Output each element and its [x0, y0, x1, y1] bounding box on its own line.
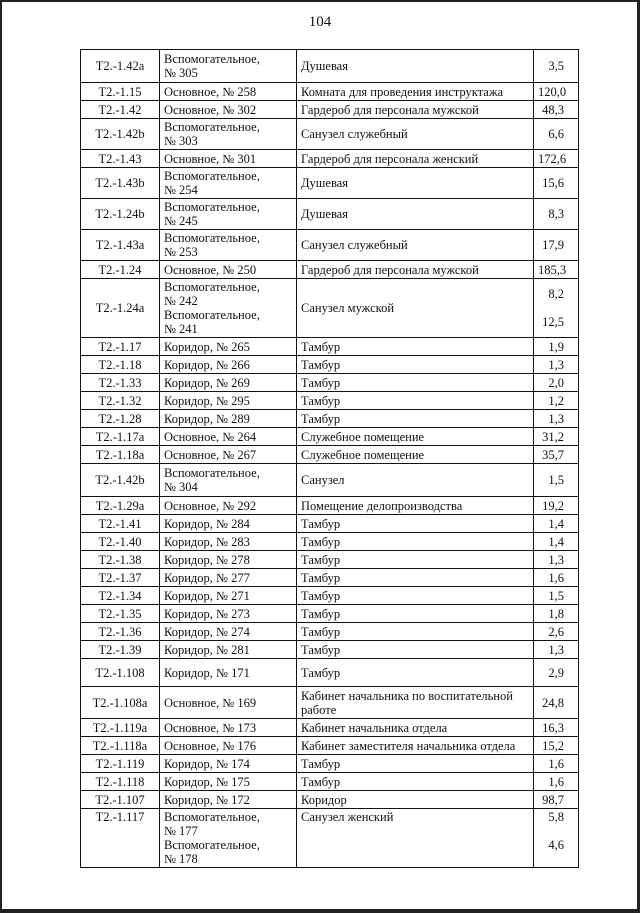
room-area-value: 1,5	[548, 473, 564, 487]
room-location-cell	[160, 50, 297, 83]
room-location-cell	[160, 230, 297, 261]
room-area-value: 1,6	[548, 774, 564, 789]
room-location-line: Основное, № 267	[164, 447, 257, 462]
room-location-cell	[160, 374, 297, 392]
room-location-cell	[160, 261, 297, 279]
room-area-value: 15,2	[542, 738, 564, 753]
room-location-cell	[160, 737, 297, 755]
room-location-cell	[160, 119, 297, 150]
table-row	[81, 150, 579, 168]
room-code-cell: Т2.-1.42	[81, 101, 160, 119]
room-location-cell	[160, 101, 297, 119]
room-code-cell: Т2.-1.39	[81, 641, 160, 659]
room-code-cell: Т2.-1.43а	[81, 230, 160, 261]
room-area-value: 1,3	[548, 411, 564, 426]
room-code-cell: Т2.-1.32	[81, 392, 160, 410]
room-location-cell	[160, 515, 297, 533]
room-code-cell: Т2.-1.28	[81, 410, 160, 428]
room-location-line: Коридор, № 174	[164, 756, 250, 771]
room-location-cell	[160, 497, 297, 515]
room-location-cell	[160, 199, 297, 230]
room-area-value: 1,4	[548, 516, 564, 531]
room-area-cell	[534, 356, 579, 374]
room-location-cell	[160, 338, 297, 356]
room-area-value: 1,4	[548, 534, 564, 549]
room-area-value: 2,0	[548, 375, 564, 390]
room-location-line: Вспомогательное,	[164, 231, 260, 245]
room-location-line: Вспомогательное,	[164, 308, 260, 322]
room-location-cell	[160, 356, 297, 374]
room-area-cell	[534, 605, 579, 623]
area-spacer	[538, 301, 564, 315]
room-area-value: 1,5	[548, 588, 564, 603]
room-area-value: 1,3	[548, 552, 564, 567]
table-row	[81, 50, 579, 83]
room-location-cell	[160, 773, 297, 791]
room-code-cell: Т2.-1.37	[81, 569, 160, 587]
table-row	[81, 641, 579, 659]
room-area-cell	[534, 497, 579, 515]
room-code-cell: Т2.-1.108а	[81, 687, 160, 719]
room-location-line: Коридор, № 278	[164, 552, 250, 567]
room-location-cell	[160, 168, 297, 199]
room-location-line: Основное, № 292	[164, 498, 257, 513]
table-row	[81, 737, 579, 755]
table-row	[81, 773, 579, 791]
room-area-value: 35,7	[542, 447, 564, 462]
table-row	[81, 410, 579, 428]
room-name-cell: Тамбур	[297, 410, 534, 428]
room-location-cell	[160, 83, 297, 101]
room-name-cell: Санузел служебный	[297, 119, 534, 150]
room-location-line: Основное, № 169	[164, 695, 257, 710]
room-area-cell	[534, 119, 579, 150]
page-number: 104	[308, 14, 332, 30]
table-row	[81, 101, 579, 119]
table-row	[81, 199, 579, 230]
room-location-line: Вспомогательное,	[164, 280, 260, 294]
room-area-cell	[534, 392, 579, 410]
room-location-line: Вспомогательное,	[164, 120, 260, 134]
scan-border-left	[0, 0, 2, 913]
room-area-cell	[534, 569, 579, 587]
room-area-value: 31,2	[542, 429, 564, 444]
room-name-cell: Тамбур	[297, 623, 534, 641]
room-code-cell: Т2.-1.118	[81, 773, 160, 791]
room-code-cell: Т2.-1.35	[81, 605, 160, 623]
room-location-cell	[160, 446, 297, 464]
room-code-cell: Т2.-1.38	[81, 551, 160, 569]
room-location-line: Коридор, № 284	[164, 516, 250, 531]
room-code-cell: Т2.-1.15	[81, 83, 160, 101]
room-name-cell: Тамбур	[297, 533, 534, 551]
room-name-cell: Гардероб для персонала женский	[297, 150, 534, 168]
room-location-line: Основное, № 250	[164, 262, 257, 277]
room-name-cell: Служебное помещение	[297, 428, 534, 446]
room-area-value: 12,5	[542, 315, 564, 329]
table-row	[81, 261, 579, 279]
room-location-cell	[160, 623, 297, 641]
room-area-value: 8,2	[548, 287, 564, 301]
room-location-line: Коридор, № 274	[164, 624, 250, 639]
room-location-cell	[160, 392, 297, 410]
room-name-cell: Коридор	[297, 791, 534, 809]
room-code-cell: Т2.-1.108	[81, 659, 160, 687]
room-name-cell: Тамбур	[297, 755, 534, 773]
room-name-cell: Санузел служебный	[297, 230, 534, 261]
room-name-cell: Душевая	[297, 168, 534, 199]
table-row	[81, 533, 579, 551]
room-location-line: № 178	[164, 852, 198, 866]
room-location-line: № 305	[164, 66, 198, 80]
room-name-cell: Санузел мужской	[297, 279, 534, 338]
table-row	[81, 338, 579, 356]
room-name-cell: Тамбур	[297, 392, 534, 410]
room-name-cell: Тамбур	[297, 551, 534, 569]
room-code-cell: Т2.-1.17	[81, 338, 160, 356]
table-row	[81, 374, 579, 392]
room-location-line: Коридор, № 175	[164, 774, 250, 789]
table-row	[81, 551, 579, 569]
room-code-cell: Т2.-1.18а	[81, 446, 160, 464]
room-location-line: Коридор, № 273	[164, 606, 250, 621]
room-code-cell: Т2.-1.29а	[81, 497, 160, 515]
room-name-cell: Санузел женский	[297, 809, 534, 868]
room-location-line: Коридор, № 271	[164, 588, 250, 603]
room-location-line: Коридор, № 266	[164, 357, 250, 372]
room-area-cell	[534, 737, 579, 755]
room-location-line: Коридор, № 281	[164, 642, 250, 657]
room-location-line: Вспомогательное,	[164, 200, 260, 214]
room-area-value: 1,8	[548, 606, 564, 621]
room-code-cell: Т2.-1.117	[81, 809, 160, 868]
room-area-cell	[534, 150, 579, 168]
room-name-cell: Кабинет начальника по воспитательной работе	[297, 687, 534, 719]
room-location-cell	[160, 428, 297, 446]
room-location-line: Основное, № 173	[164, 720, 257, 735]
table-row	[81, 428, 579, 446]
room-area-cell	[534, 755, 579, 773]
room-code-cell: Т2.-1.43	[81, 150, 160, 168]
room-location-line: Основное, № 176	[164, 738, 257, 753]
room-location-cell	[160, 533, 297, 551]
room-location-line: Вспомогательное,	[164, 52, 260, 66]
room-location-line: Вспомогательное,	[164, 838, 260, 852]
room-location-line: Основное, № 301	[164, 151, 257, 166]
room-location-cell	[160, 719, 297, 737]
table-row	[81, 230, 579, 261]
table-row	[81, 446, 579, 464]
room-area-cell	[534, 719, 579, 737]
room-location-cell	[160, 687, 297, 719]
scan-border-top	[0, 0, 640, 2]
table-row	[81, 719, 579, 737]
room-area-value: 2,9	[548, 665, 564, 680]
room-location-line: № 242	[164, 294, 198, 308]
room-area-value: 1,2	[548, 393, 564, 408]
room-name-cell: Кабинет заместителя начальника отдела	[297, 737, 534, 755]
room-area-value: 1,3	[548, 642, 564, 657]
room-code-cell: Т2.-1.40	[81, 533, 160, 551]
room-name-cell: Тамбур	[297, 374, 534, 392]
room-location-line: Коридор, № 289	[164, 411, 250, 426]
room-area-cell	[534, 279, 579, 338]
room-name-cell: Гардероб для персонала мужской	[297, 261, 534, 279]
table-row	[81, 168, 579, 199]
room-code-cell: Т2.-1.42b	[81, 119, 160, 150]
room-area-value: 4,6	[548, 838, 564, 852]
room-location-line: № 245	[164, 214, 198, 228]
room-location-line: Коридор, № 171	[164, 665, 250, 680]
table-row	[81, 279, 579, 338]
room-code-cell: Т2.-1.17а	[81, 428, 160, 446]
room-name-cell: Комната для проведения инструктажа	[297, 83, 534, 101]
room-area-value: 98,7	[542, 792, 564, 807]
room-name-cell: Тамбур	[297, 659, 534, 687]
room-area-value: 19,2	[542, 498, 564, 513]
room-location-cell	[160, 605, 297, 623]
room-area-value: 3,5	[548, 59, 564, 73]
room-area-cell	[534, 773, 579, 791]
room-code-cell: Т2.-1.42b	[81, 464, 160, 497]
rooms-table	[80, 49, 579, 868]
room-area-value: 24,8	[542, 695, 564, 710]
room-code-cell: Т2.-1.42а	[81, 50, 160, 83]
table-row	[81, 464, 579, 497]
room-area-cell	[534, 551, 579, 569]
room-area-cell	[534, 446, 579, 464]
room-area-value: 6,6	[548, 127, 564, 141]
room-area-cell	[534, 687, 579, 719]
table-row	[81, 791, 579, 809]
room-location-line: Коридор, № 265	[164, 339, 250, 354]
room-location-cell	[160, 150, 297, 168]
room-name-cell: Тамбур	[297, 641, 534, 659]
room-name-cell: Санузел	[297, 464, 534, 497]
room-name-cell: Тамбур	[297, 773, 534, 791]
table-row	[81, 809, 579, 868]
room-area-value: 16,3	[542, 720, 564, 735]
room-name-cell: Тамбур	[297, 356, 534, 374]
table-row	[81, 119, 579, 150]
room-code-cell: Т2.-1.33	[81, 374, 160, 392]
room-code-cell: Т2.-1.34	[81, 587, 160, 605]
room-area-cell	[534, 50, 579, 83]
room-location-line: Коридор, № 283	[164, 534, 250, 549]
room-location-cell	[160, 410, 297, 428]
room-location-line: Коридор, № 172	[164, 792, 250, 807]
room-area-cell	[534, 623, 579, 641]
room-name-cell: Душевая	[297, 199, 534, 230]
room-code-cell: Т2.-1.24b	[81, 199, 160, 230]
room-area-value: 1,6	[548, 570, 564, 585]
room-location-cell	[160, 587, 297, 605]
room-location-line: Коридор, № 295	[164, 393, 250, 408]
room-location-cell	[160, 279, 297, 338]
table-row	[81, 569, 579, 587]
room-code-cell: Т2.-1.119	[81, 755, 160, 773]
room-location-cell	[160, 659, 297, 687]
table-row	[81, 356, 579, 374]
room-code-cell: Т2.-1.36	[81, 623, 160, 641]
room-area-value: 2,6	[548, 624, 564, 639]
room-code-cell: Т2.-1.119а	[81, 719, 160, 737]
room-location-line: Вспомогательное,	[164, 169, 260, 183]
room-area-cell	[534, 515, 579, 533]
room-location-line: Основное, № 258	[164, 84, 257, 99]
area-spacer	[538, 824, 564, 838]
room-area-value: 172,6	[538, 151, 567, 166]
room-code-cell: Т2.-1.43b	[81, 168, 160, 199]
room-name-cell: Душевая	[297, 50, 534, 83]
room-code-cell: Т2.-1.107	[81, 791, 160, 809]
room-location-line: № 304	[164, 480, 198, 494]
room-area-cell	[534, 199, 579, 230]
rooms-table-body	[81, 50, 579, 868]
table-row	[81, 515, 579, 533]
room-area-value: 15,6	[542, 176, 564, 190]
table-row	[81, 755, 579, 773]
room-area-cell	[534, 83, 579, 101]
room-area-value: 185,3	[538, 262, 567, 277]
room-name-cell: Служебное помещение	[297, 446, 534, 464]
room-location-cell	[160, 791, 297, 809]
room-name-cell: Тамбур	[297, 587, 534, 605]
table-row	[81, 587, 579, 605]
room-name-cell: Тамбур	[297, 515, 534, 533]
room-location-line: Основное, № 264	[164, 429, 257, 444]
room-location-cell	[160, 569, 297, 587]
room-location-line: Вспомогательное,	[164, 466, 260, 480]
room-area-value: 1,6	[548, 756, 564, 771]
room-area-value: 8,3	[548, 207, 564, 221]
room-code-cell: Т2.-1.41	[81, 515, 160, 533]
room-location-line: № 254	[164, 183, 198, 197]
room-area-value: 17,9	[542, 238, 564, 252]
room-code-cell: Т2.-1.18	[81, 356, 160, 374]
room-area-value: 5,8	[548, 810, 564, 824]
scan-border-bottom	[0, 909, 640, 913]
room-area-value: 1,9	[548, 339, 564, 354]
room-area-cell	[534, 410, 579, 428]
table-row	[81, 659, 579, 687]
room-location-cell	[160, 641, 297, 659]
table-row	[81, 687, 579, 719]
room-name-cell: Тамбур	[297, 569, 534, 587]
room-area-cell	[534, 261, 579, 279]
room-location-line: № 253	[164, 245, 198, 259]
room-area-cell	[534, 659, 579, 687]
room-area-cell	[534, 533, 579, 551]
room-area-value: 120,0	[538, 84, 567, 99]
room-area-cell	[534, 168, 579, 199]
room-area-value: 48,3	[542, 102, 564, 117]
room-location-line: № 241	[164, 322, 198, 336]
room-name-cell: Гардероб для персонала мужской	[297, 101, 534, 119]
table-row	[81, 623, 579, 641]
room-location-cell	[160, 551, 297, 569]
room-code-cell: Т2.-1.24а	[81, 279, 160, 338]
room-location-cell	[160, 464, 297, 497]
table-row	[81, 497, 579, 515]
room-area-cell	[534, 101, 579, 119]
room-area-cell	[534, 809, 579, 868]
room-area-cell	[534, 464, 579, 497]
room-code-cell: Т2.-1.118а	[81, 737, 160, 755]
room-area-cell	[534, 338, 579, 356]
room-area-cell	[534, 791, 579, 809]
room-area-value: 1,3	[548, 357, 564, 372]
room-area-cell	[534, 230, 579, 261]
room-location-line: Основное, № 302	[164, 102, 257, 117]
table-row	[81, 605, 579, 623]
room-location-line: Вспомогательное,	[164, 810, 260, 824]
room-location-line: Коридор, № 277	[164, 570, 250, 585]
room-location-cell	[160, 755, 297, 773]
table-row	[81, 83, 579, 101]
room-code-cell: Т2.-1.24	[81, 261, 160, 279]
room-location-line: Коридор, № 269	[164, 375, 250, 390]
room-name-cell: Тамбур	[297, 338, 534, 356]
table-row	[81, 392, 579, 410]
room-location-line: № 177	[164, 824, 198, 838]
room-name-cell: Помещение делопроизводства	[297, 497, 534, 515]
room-location-line: № 303	[164, 134, 198, 148]
room-name-cell: Тамбур	[297, 605, 534, 623]
room-area-cell	[534, 374, 579, 392]
room-area-cell	[534, 428, 579, 446]
room-location-cell	[160, 809, 297, 868]
room-area-cell	[534, 641, 579, 659]
room-area-cell	[534, 587, 579, 605]
room-name-cell: Кабинет начальника отдела	[297, 719, 534, 737]
